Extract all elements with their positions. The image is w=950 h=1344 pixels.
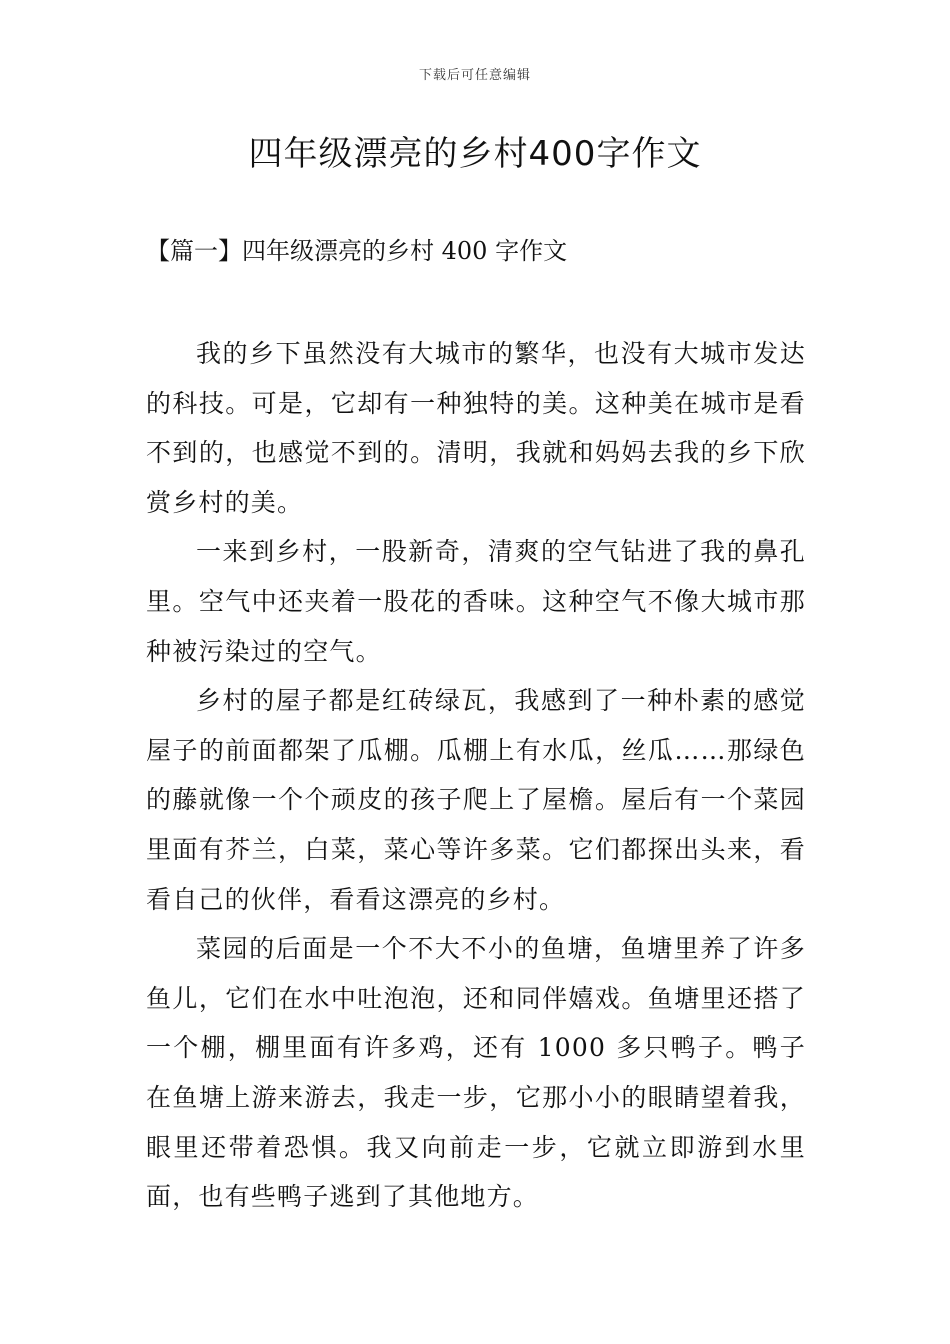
page-header-note: 下载后可任意编辑 <box>418 68 531 83</box>
paragraph-2: 一来到乡村，一股新奇，清爽的空气钻进了我的鼻孔里。空气中还夹着一股花的香味。这种空气不像大城市那种被污染过的空气。 <box>146 537 806 666</box>
paragraph-4: 菜园的后面是一个不大不小的鱼塘，鱼塘里养了许多鱼儿，它们在水中吐泡泡，还和同伴嬉戏。鱼塘里还搭了一个棚，棚里面有许多鸡，还有 1000 多只鸭子。鸭子在鱼塘上游来游去，我走一步，它那小小的眼睛望着我，眼里还带着恐惧。我又向前走一步，它就立即游到水里面，也有些鸭子逃到了其他地方。 <box>146 934 806 1212</box>
paragraph-3: 乡村的屋子都是红砖绿瓦，我感到了一种朴素的感觉屋子的前面都架了瓜棚。瓜棚上有水瓜，丝瓜……那绿色的藤就像一个个顽皮的孩子爬上了屋檐。屋后有一个菜园里面有芥兰，白菜，菜心等许多菜。它们都探出头来，看看自己的伙伴，看看这漂亮的乡村。 <box>146 686 806 914</box>
section-heading: 【篇一】四年级漂亮的乡村 400 字作文 <box>146 237 568 265</box>
essay-body <box>146 329 806 1222</box>
paragraph-1: 我的乡下虽然没有大城市的繁华，也没有大城市发达的科技。可是，它却有一种独特的美。这种美在城市是看不到的，也感觉不到的。清明，我就和妈妈去我的乡下欣赏乡村的美。 <box>146 339 806 517</box>
document-title: 四年级漂亮的乡村400字作文 <box>248 134 702 174</box>
